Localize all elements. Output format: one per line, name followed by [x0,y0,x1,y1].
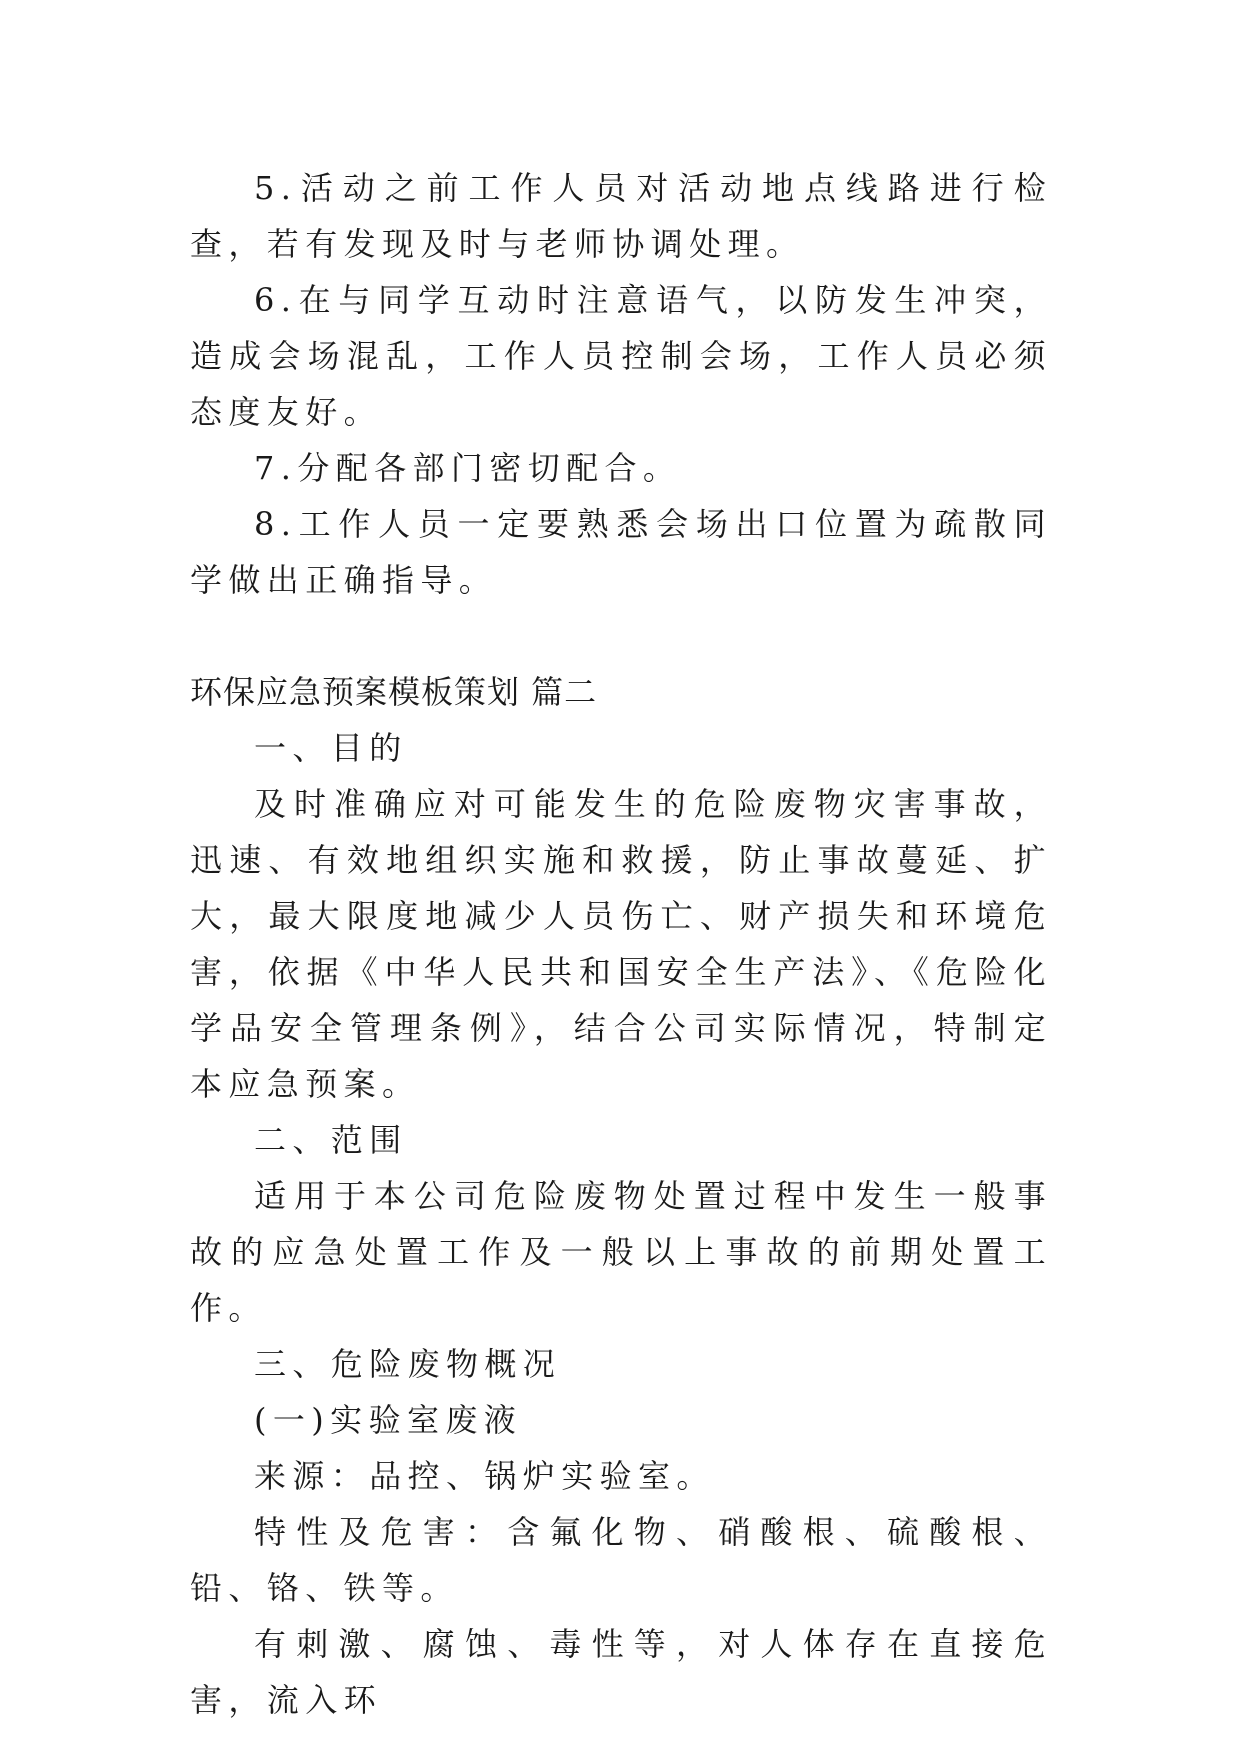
heading-scope: 二、范围 [254,1121,408,1159]
paragraph-item-5: 5.活动之前工作人员对活动地点线路进行检查，若有发现及时与老师协调处理。 [190,169,1052,263]
paragraph-scope: 适用于本公司危险废物处置过程中发生一般事故的应急处置工作及一般以上事故的前期处置工作。 [190,1177,1052,1327]
section-spacer [190,608,1052,664]
subheading-lab-waste: (一)实验室废液 [254,1401,523,1439]
paragraph-purpose: 及时准确应对可能发生的危险废物灾害事故，迅速、有效地组织实施和救援，防止事故蔓延、扩大，最大限度地减少人员伤亡、财产损失和环境危害，依据《中华人民共和国安全生产法》、《危险化学品安全管理条例》，结合公司实际情况，特制定本应急预案。 [190,785,1052,1103]
paragraph-item-8: 8.工作人员一定要熟悉会场出口位置为疏散同学做出正确指导。 [190,505,1052,599]
paragraph-item-7: 7.分配各部门密切配合。 [254,449,682,487]
section-title: 环保应急预案模板策划 篇二 [190,673,598,711]
heading-overview: 三、危险废物概况 [254,1345,562,1383]
paragraph-item-6: 6.在与同学互动时注意语气，以防发生冲突，造成会场混乱，工作人员控制会场，工作人员必须态度友好。 [190,281,1052,431]
document-body [190,160,1052,1728]
paragraph-source: 来源：品控、锅炉实验室。 [254,1457,715,1495]
paragraph-properties: 特性及危害：含氟化物、硝酸根、硫酸根、铅、铬、铁等。 [190,1513,1052,1607]
heading-purpose: 一、目的 [254,729,408,767]
paragraph-hazards: 有刺激、腐蚀、毒性等，对人体存在直接危害，流入环 [190,1625,1052,1719]
